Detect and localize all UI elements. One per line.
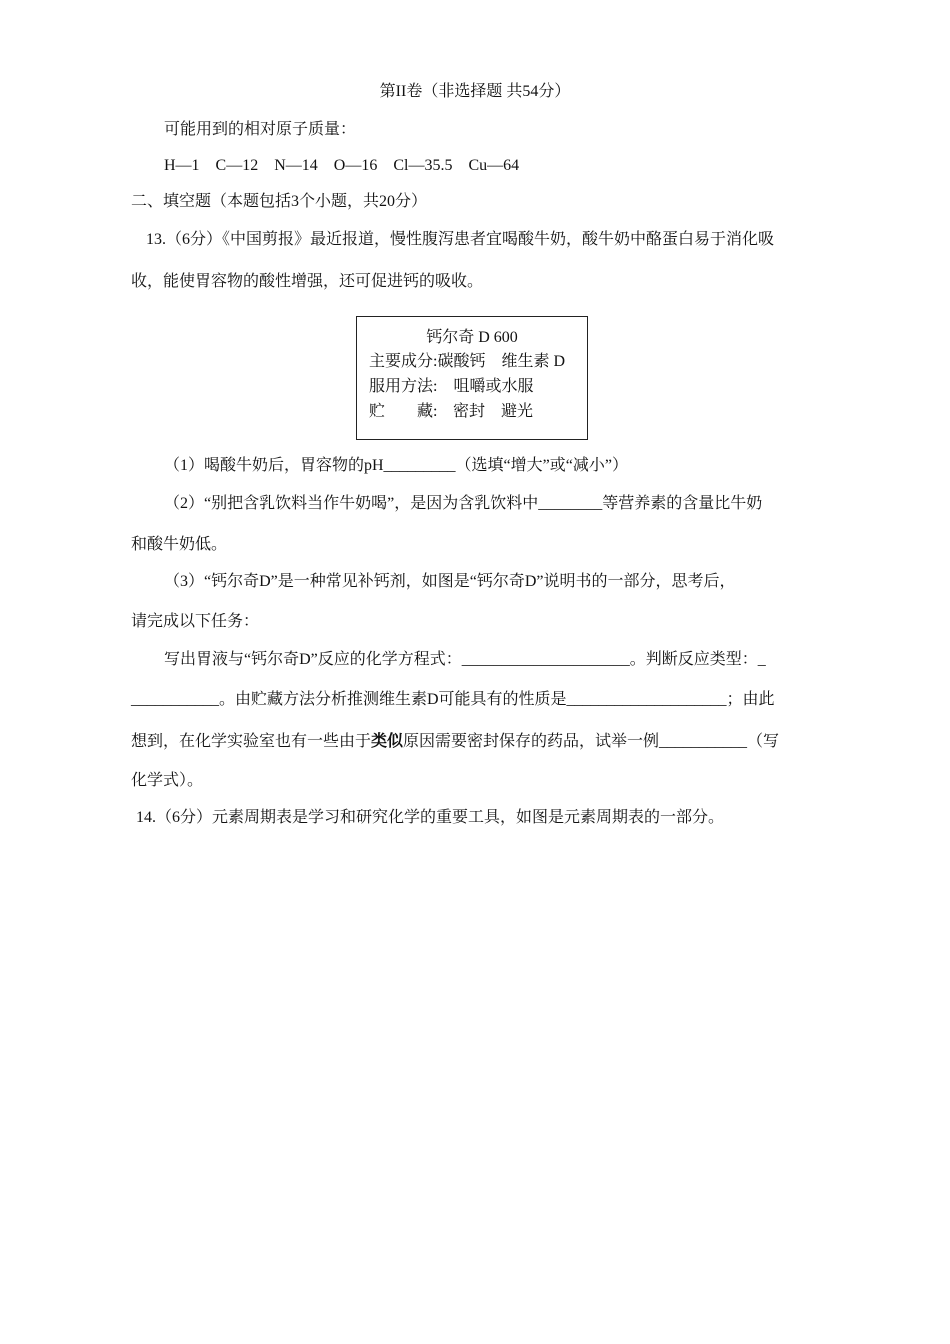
q13-task-line3-bold: 类似: [371, 731, 404, 750]
q13-intro-line2: 收，能使胃容物的酸性增强，还可促进钙的吸收。: [131, 273, 484, 290]
q14-intro: 14.（6分）元素周期表是学习和研究化学的重要工具，如图是元素周期表的一部分。: [136, 809, 725, 826]
q13-task-line3-post: 原因需要密封保存的药品，试举一例___________（写: [403, 733, 780, 750]
section-title: 第II卷（非选择题 共54分）: [379, 83, 571, 100]
q13-task-line3: [131, 731, 779, 752]
q13-part2-line2: 和酸牛奶低。: [131, 536, 228, 553]
q13-task-line3-pre: 想到，在化学实验室也有一些由于: [131, 733, 372, 750]
q13-task-line2: ___________。由贮藏方法分析推测维生素D可能具有的性质是____________________；由此: [131, 691, 775, 708]
medicine-label-box: [356, 316, 588, 440]
medicine-label-storage-label: 贮 藏:: [369, 403, 438, 420]
medicine-label-ingredients: 主要成分:碳酸钙 维生素 D: [369, 353, 566, 370]
q13-task-line4: 化学式）。: [131, 772, 204, 789]
medicine-label-usage: 服用方法: 咀嚼或水服: [369, 378, 534, 395]
q13-intro-line1: 13.（6分）《中国剪报》最近报道，慢性腹泻患者宜喝酸牛奶，酸牛奶中酪蛋白易于消化吸: [146, 231, 775, 248]
q13-part3-line1: （3）“钙尔奇D”是一种常见补钙剂，如图是“钙尔奇D”说明书的一部分，思考后，: [164, 573, 736, 590]
q13-part1: （1）喝酸牛奶后，胃容物的pH_________（选填“增大”或“减小”）: [164, 457, 628, 474]
q13-task-line1: 写出胃液与“钙尔奇D”反应的化学方程式：_____________________。判断反应类型：_: [164, 651, 766, 668]
atomic-mass-list: H—1 C—12 N—14 O—16 Cl—35.5 Cu—64: [164, 157, 520, 174]
q13-part2-line1: （2）“别把含乳饮料当作牛奶喝”，是因为含乳饮料中________等营养素的含量比牛奶: [164, 495, 763, 512]
medicine-label-title: 钙尔奇 D 600: [426, 329, 518, 346]
q13-part3-line2: 请完成以下任务：: [131, 613, 260, 630]
medicine-label-storage-value: 密封 避光: [453, 403, 534, 420]
section-heading: 二、填空题（本题包括3个小题，共20分）: [131, 193, 428, 210]
atomic-mass-label: 可能用到的相对原子质量：: [164, 121, 357, 138]
